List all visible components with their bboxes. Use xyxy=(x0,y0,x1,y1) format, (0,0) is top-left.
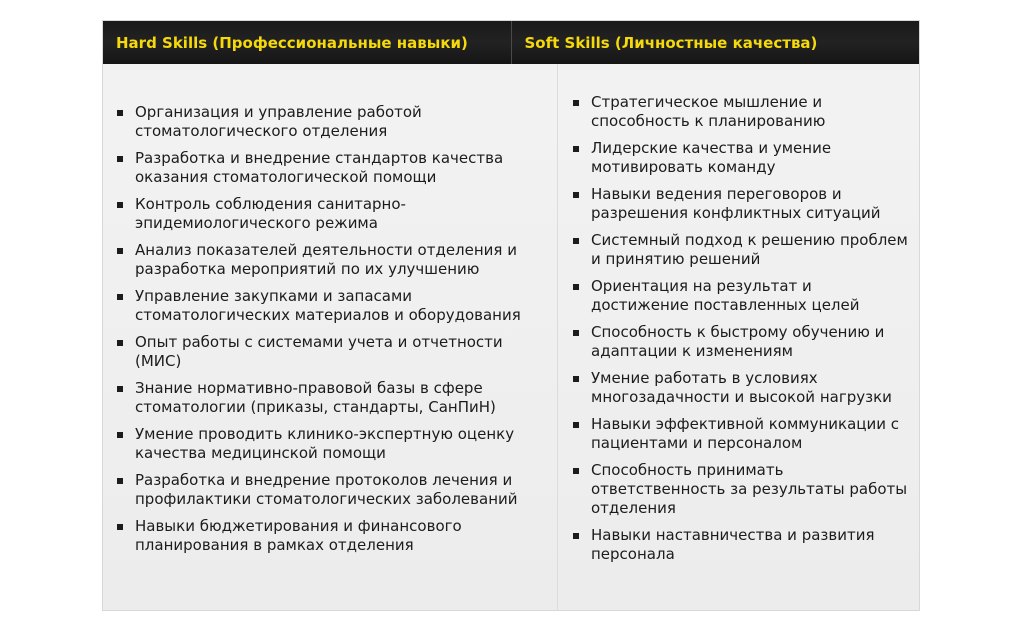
list-item xyxy=(571,461,912,518)
list-item xyxy=(115,517,549,555)
square-bullet-icon xyxy=(117,110,123,116)
hard-skill-text: Анализ показателей деятельности отделения и разработка мероприятий по их улучшению xyxy=(135,241,517,278)
square-bullet-icon xyxy=(573,192,579,198)
list-item xyxy=(115,195,549,233)
list-item xyxy=(115,241,549,279)
square-bullet-icon xyxy=(117,478,123,484)
soft-skill-text: Навыки ведения переговоров и разрешения конфликтных ситуаций xyxy=(591,185,881,222)
square-bullet-icon xyxy=(117,432,123,438)
hard-skill-text: Контроль соблюдения санитарно-эпидемиологического режима xyxy=(135,195,406,232)
soft-skill-text: Способность к быстрому обучению и адаптации к изменениям xyxy=(591,323,885,360)
list-item xyxy=(115,103,549,141)
list-item xyxy=(115,333,549,371)
hard-skill-text: Умение проводить клинико-экспертную оценку качества медицинской помощи xyxy=(135,425,515,462)
list-item xyxy=(115,471,549,509)
square-bullet-icon xyxy=(573,376,579,382)
hard-skill-text: Навыки бюджетирования и финансового планирования в рамках отделения xyxy=(135,517,462,554)
hard-skill-text: Организация и управление работой стоматологического отделения xyxy=(135,103,422,140)
hard-skills-list xyxy=(115,103,549,555)
soft-skill-text: Лидерские качества и умение мотивировать команду xyxy=(591,139,832,176)
hard-skill-text: Разработка и внедрение протоколов лечения и профилактики стоматологических заболеваний xyxy=(135,471,518,508)
soft-skills-column xyxy=(558,64,920,572)
square-bullet-icon xyxy=(573,238,579,244)
square-bullet-icon xyxy=(117,202,123,208)
square-bullet-icon xyxy=(573,533,579,539)
hard-skill-text: Опыт работы с системами учета и отчетности (МИС) xyxy=(135,333,503,370)
list-item xyxy=(571,369,912,407)
skills-table xyxy=(102,20,920,611)
soft-skill-text: Системный подход к решению проблем и принятию решений xyxy=(591,231,908,268)
square-bullet-icon xyxy=(117,386,123,392)
square-bullet-icon xyxy=(117,340,123,346)
list-item xyxy=(115,379,549,417)
soft-skill-text: Способность принимать ответственность за результаты работы отделения xyxy=(591,461,908,517)
list-item xyxy=(571,323,912,361)
soft-skills-list xyxy=(571,93,912,564)
square-bullet-icon xyxy=(573,422,579,428)
list-item xyxy=(571,277,912,315)
list-item xyxy=(115,425,549,463)
soft-skill-text: Умение работать в условиях многозадачности и высокой нагрузки xyxy=(591,369,892,406)
square-bullet-icon xyxy=(573,146,579,152)
list-item xyxy=(115,149,549,187)
soft-skill-text: Стратегическое мышление и способность к планированию xyxy=(591,93,826,130)
hard-skill-text: Разработка и внедрение стандартов качества оказания стоматологической помощи xyxy=(135,149,504,186)
hard-skill-text: Управление закупками и запасами стоматологических материалов и оборудования xyxy=(135,287,521,324)
square-bullet-icon xyxy=(117,524,123,530)
table-header-row xyxy=(103,21,919,64)
square-bullet-icon xyxy=(117,294,123,300)
square-bullet-icon xyxy=(117,248,123,254)
hard-skill-text: Знание нормативно-правовой базы в сфере стоматологии (приказы, стандарты, СанПиН) xyxy=(135,379,496,416)
list-item xyxy=(115,287,549,325)
soft-skill-text: Ориентация на результат и достижение поставленных целей xyxy=(591,277,860,314)
list-item xyxy=(571,93,912,131)
soft-skill-text: Навыки наставничества и развития персонала xyxy=(591,526,875,563)
square-bullet-icon xyxy=(573,330,579,336)
list-item xyxy=(571,185,912,223)
soft-skills-header: Soft Skills (Личностные качества) xyxy=(511,21,920,64)
soft-skill-text: Навыки эффективной коммуникации с пациентами и персоналом xyxy=(591,415,900,452)
list-item xyxy=(571,415,912,453)
list-item xyxy=(571,526,912,564)
square-bullet-icon xyxy=(573,284,579,290)
list-item xyxy=(571,231,912,269)
square-bullet-icon xyxy=(573,100,579,106)
hard-skills-header: Hard Skills (Профессиональные навыки) xyxy=(116,33,468,52)
list-item xyxy=(571,139,912,177)
square-bullet-icon xyxy=(117,156,123,162)
square-bullet-icon xyxy=(573,468,579,474)
hard-skills-column xyxy=(103,64,557,563)
